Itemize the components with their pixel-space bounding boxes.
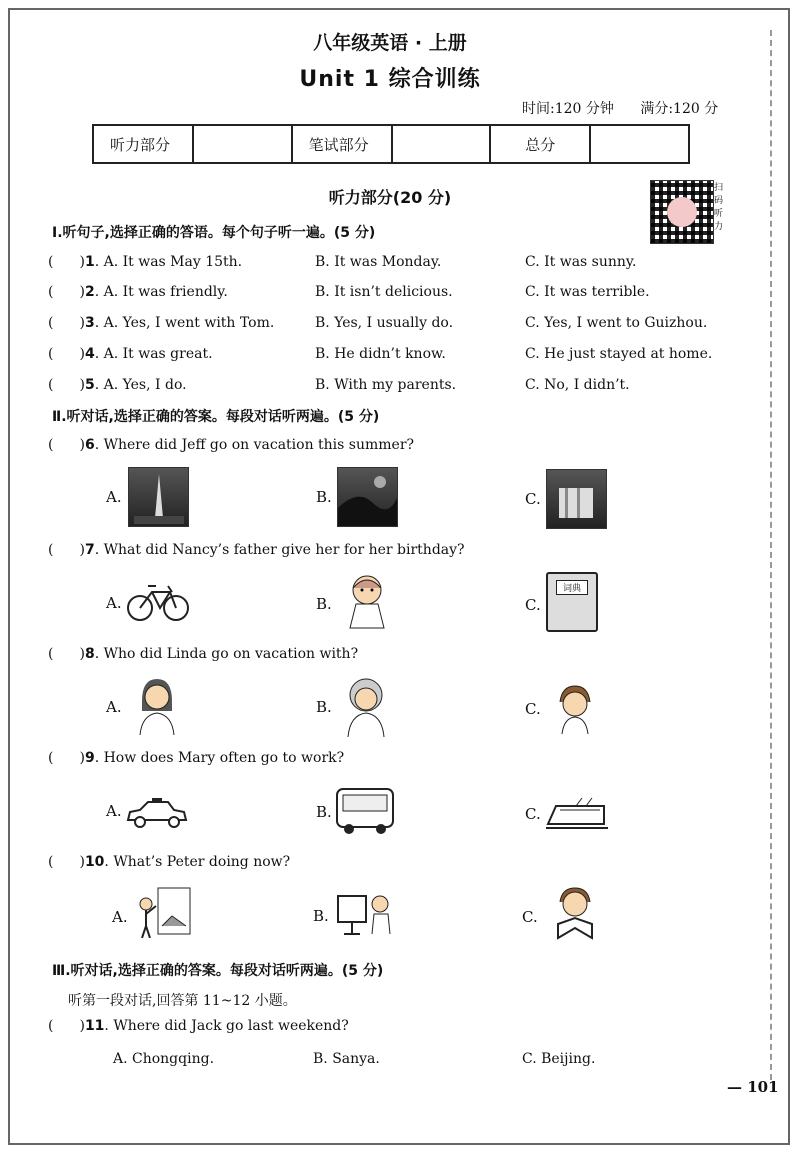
q11-option-a: A. Chongqing. <box>113 1051 215 1067</box>
option-b: B. He didn’t know. <box>315 346 446 362</box>
question-7: ( )7. What did Nancy’s father give her for her birthday? <box>48 542 465 558</box>
q11-option-b: B. Sanya. <box>313 1051 380 1067</box>
computer-icon <box>334 890 396 940</box>
option-letter: C. <box>525 596 541 614</box>
option-b: B. It was Monday. <box>315 254 442 270</box>
taxi-icon <box>124 798 188 834</box>
part2-heading: Ⅱ.听对话,选择正确的答案。每段对话听两遍。(5 分) <box>52 409 380 425</box>
unit-title: Unit 1 综合训练 <box>299 67 481 92</box>
option-letter: C. <box>525 700 541 718</box>
option-a: A. It was May 15th. <box>103 254 243 270</box>
option-a: A. It was great. <box>103 346 213 362</box>
option-letter: C. <box>525 805 541 823</box>
part1-question: ( )2. A. It was friendly. B. It isn’t delicious. C. It was terrible. <box>48 284 650 300</box>
score-cell <box>590 125 689 163</box>
option-c: C. It was terrible. <box>525 284 650 300</box>
question-8: ( )8. Who did Linda go on vacation with? <box>48 646 359 662</box>
option-letter: A. <box>106 594 122 612</box>
qr-caption-char: 听 <box>714 209 724 219</box>
option-a: A. It was friendly. <box>103 284 228 300</box>
option-a: A. Yes, I went with Tom. <box>103 315 275 331</box>
girl-icon <box>342 572 392 638</box>
option-letter: B. <box>313 907 329 925</box>
page-number: — 101 <box>727 1078 779 1096</box>
score-cell <box>392 125 491 163</box>
option-c: C. He just stayed at home. <box>525 346 713 362</box>
option-c: C. It was sunny. <box>525 254 637 270</box>
photo-waterfall <box>546 469 607 529</box>
option-letter: A. <box>106 698 122 716</box>
option-letter: B. <box>316 698 332 716</box>
option-c: C. Yes, I went to Guizhou. <box>525 315 708 331</box>
part3-instruction: 听第一段对话,回答第 11~12 小题。 <box>68 993 297 1009</box>
score-cell: 听力部分 <box>93 125 193 163</box>
part1-question: ( )4. A. It was great. B. He didn’t know. C. He just stayed at home. <box>48 346 713 362</box>
q11-option-c: C. Beijing. <box>522 1051 596 1067</box>
part1-question: ( )3. A. Yes, I went with Tom. B. Yes, I usually do. C. Yes, I went to Guizhou. <box>48 315 708 331</box>
option-b: B. With my parents. <box>315 377 457 393</box>
question-number: 1 <box>84 254 95 270</box>
option-letter: A. <box>106 488 122 506</box>
photo-landscape <box>337 467 398 527</box>
option-b: B. Yes, I usually do. <box>315 315 454 331</box>
train-icon <box>546 796 608 836</box>
part1-question: ( )5. A. Yes, I do. B. With my parents. C. No, I didn’t. <box>48 377 630 393</box>
option-letter: B. <box>316 595 332 613</box>
question-11: ( )11. Where did Jack go last weekend? <box>48 1018 349 1034</box>
option-a: A. Yes, I do. <box>103 377 187 393</box>
boy-icon <box>556 684 594 738</box>
basketball-icon <box>134 886 194 942</box>
score-table <box>92 124 690 164</box>
qr-caption-char: 扫 <box>714 183 724 193</box>
part1-question: ( )1. A. It was May 15th. B. It was Monday. C. It was sunny. <box>48 254 637 270</box>
grandmother-icon <box>344 677 388 741</box>
dictionary-icon <box>546 572 598 632</box>
qr-caption <box>714 182 726 234</box>
question-9: ( )9. How does Mary often go to work? <box>48 750 345 766</box>
listening-section-title: 听力部分(20 分) <box>328 188 452 207</box>
option-letter: A. <box>112 908 128 926</box>
photo-tower <box>128 467 189 527</box>
part1-heading: Ⅰ.听句子,选择正确的答语。每个句子听一遍。(5 分) <box>52 225 376 241</box>
score-cell <box>193 125 292 163</box>
option-letter: C. <box>525 490 541 508</box>
option-letter: A. <box>106 802 122 820</box>
bus-icon <box>335 787 397 839</box>
score-cell: 笔试部分 <box>292 125 392 163</box>
question-number: 5 <box>84 377 95 393</box>
option-letter: B. <box>316 803 332 821</box>
full-score: 满分:120 分 <box>640 101 719 117</box>
dictionary-label: 词典 <box>556 580 588 595</box>
option-c: C. No, I didn’t. <box>525 377 630 393</box>
question-6: ( )6. Where did Jeff go on vacation this summer? <box>48 437 415 453</box>
exam-meta <box>522 98 740 118</box>
question-number: 3 <box>84 315 95 331</box>
part3-heading: Ⅲ.听对话,选择正确的答案。每段对话听两遍。(5 分) <box>52 963 384 979</box>
score-cell: 总分 <box>490 125 590 163</box>
option-letter: B. <box>316 488 332 506</box>
reading-boy-icon <box>552 886 598 944</box>
time-limit: 时间:120 分钟 <box>522 101 614 117</box>
qr-code[interactable] <box>650 180 714 244</box>
book-title: 八年级英语 · 上册 <box>313 32 467 54</box>
woman-icon <box>136 677 178 739</box>
option-b: B. It isn’t delicious. <box>315 284 453 300</box>
option-letter: C. <box>522 908 538 926</box>
question-number: 4 <box>84 346 95 362</box>
question-number: 2 <box>84 284 95 300</box>
qr-caption-char: 码 <box>714 196 724 206</box>
bicycle-icon <box>126 578 190 628</box>
qr-caption-char: 力 <box>714 222 724 232</box>
question-10: ( )10. What’s Peter doing now? <box>48 854 291 870</box>
